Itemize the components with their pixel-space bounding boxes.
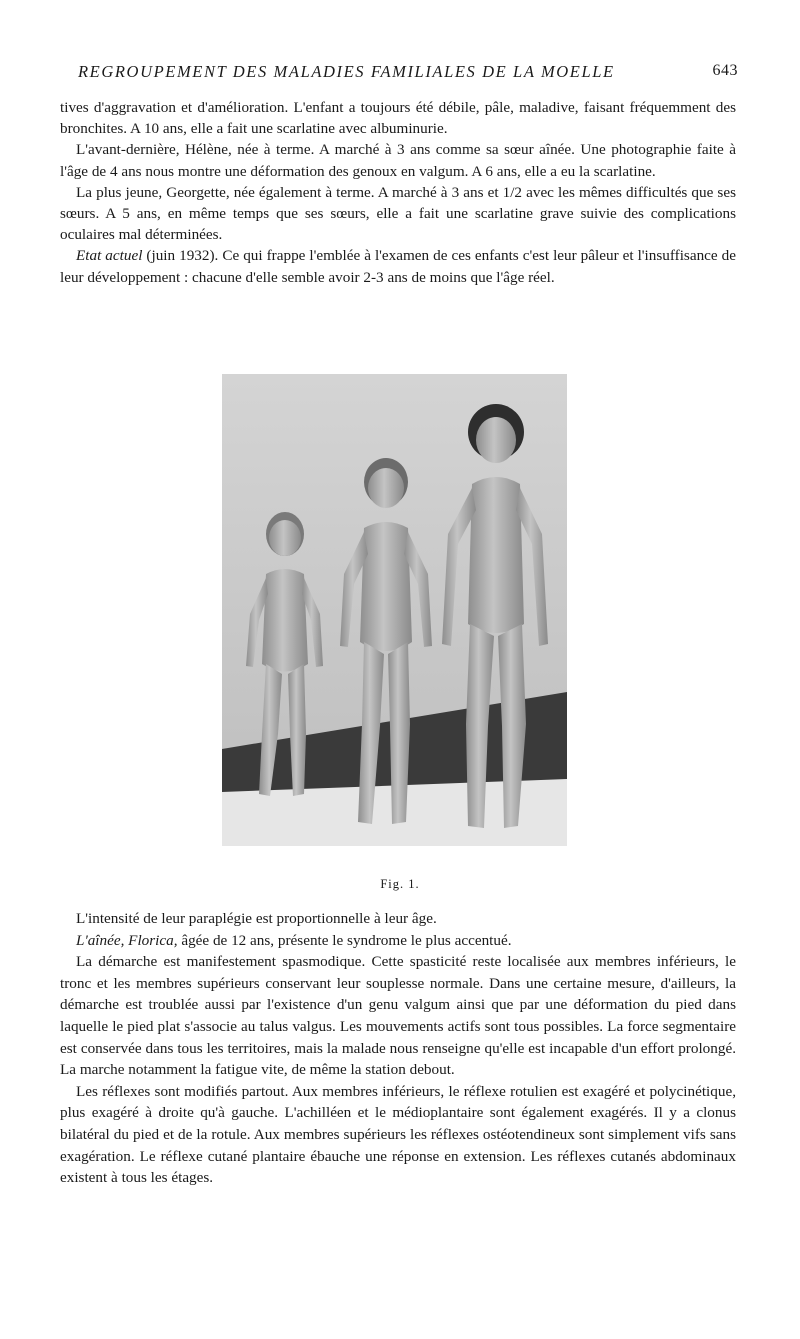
page-number: 643: [712, 62, 738, 79]
paragraph: [60, 930, 736, 952]
photograph-illustration: [222, 374, 567, 846]
running-title: REGROUPEMENT DES MALADIES FAMILIALES DE LA MOELLE: [78, 62, 615, 81]
page-header: [78, 62, 738, 88]
paragraph: [60, 139, 736, 181]
paragraph: [60, 1081, 736, 1189]
body-text-bottom: [60, 908, 736, 1189]
paragraph: [60, 908, 736, 930]
paragraph-text: Les réflexes sont modifiés partout. Aux membres inférieurs, le réflexe rotulien est exagéré et polycinétique, plus exagéré à droite qu'à gauche. L'achilléen et le médioplantaire sont également exagérés. Il y a clonus bilatéral du pied et de la rotule. Aux membres supérieurs les réflexes ostéotendineux sont simplement vifs sans exagération. Le réflexe cutané plantaire ébauche une réponse en extension. Les réflexes cutanés abdominaux existent à tous les étages.: [60, 1082, 736, 1187]
paragraph: [60, 951, 736, 1081]
paragraph-lead: L'aînée, Florica,: [76, 931, 178, 949]
figure-photograph: [222, 374, 567, 846]
body-text-top: [60, 97, 736, 288]
paragraph-text: La plus jeune, Georgette, née également à terme. A marché à 3 ans et 1/2 avec les mêmes difficultés que ses sœurs. A 5 ans, en même temps que ses sœurs, elle a fait une scarlatine grave suivie des complications oculaires mal déterminées.: [60, 183, 736, 244]
paragraph-text: (juin 1932). Ce qui frappe l'emblée à l'examen de ces enfants c'est leur pâleur et l'insuffisance de leur développement : chacune d'elle semble avoir 2-3 ans de moins que l'âge réel.: [60, 247, 736, 286]
paragraph: [60, 182, 736, 246]
paragraph: [60, 245, 736, 287]
paragraph-lead: Etat actuel: [76, 247, 143, 265]
paragraph: [60, 97, 736, 139]
paragraph-text: La démarche est manifestement spasmodique. Cette spasticité reste localisée aux membres inférieurs, le tronc et les membres supérieurs conservant leur souplesse normale. Dans une certaine mesure, d'ailleurs, la démarche est troublée aussi par l'existence d'un genu valgum ainsi que par une déformation du pied dans laquelle le pied plat s'associe au talus valgus. Les mouvements actifs sont tous possibles. La force segmentaire est conservée dans tous les territoires, mais la malade nous renseigne qu'elle est incapable d'un effort prolongé. La marche notamment la fatigue vite, de même la station debout.: [60, 953, 736, 1079]
paragraph-text: âgée de 12 ans, présente le syndrome le plus accentué.: [177, 931, 512, 949]
paragraph-text: L'avant-dernière, Hélène, née à terme. A marché à 3 ans comme sa sœur aînée. Une photographie faite à l'âge de 4 ans nous montre une déformation des genoux en valgum. A 6 ans, elle a eu la scarlatine.: [60, 141, 736, 180]
figure-caption: Fig. 1.: [380, 877, 420, 891]
paragraph-text: tives d'aggravation et d'amélioration. L'enfant a toujours été débile, pâle, maladive, faisant fréquemment des bronchites. A 10 ans, elle a fait une scarlatine avec albuminurie.: [60, 99, 736, 138]
paragraph-text: L'intensité de leur paraplégie est proportionnelle à leur âge.: [76, 910, 437, 927]
